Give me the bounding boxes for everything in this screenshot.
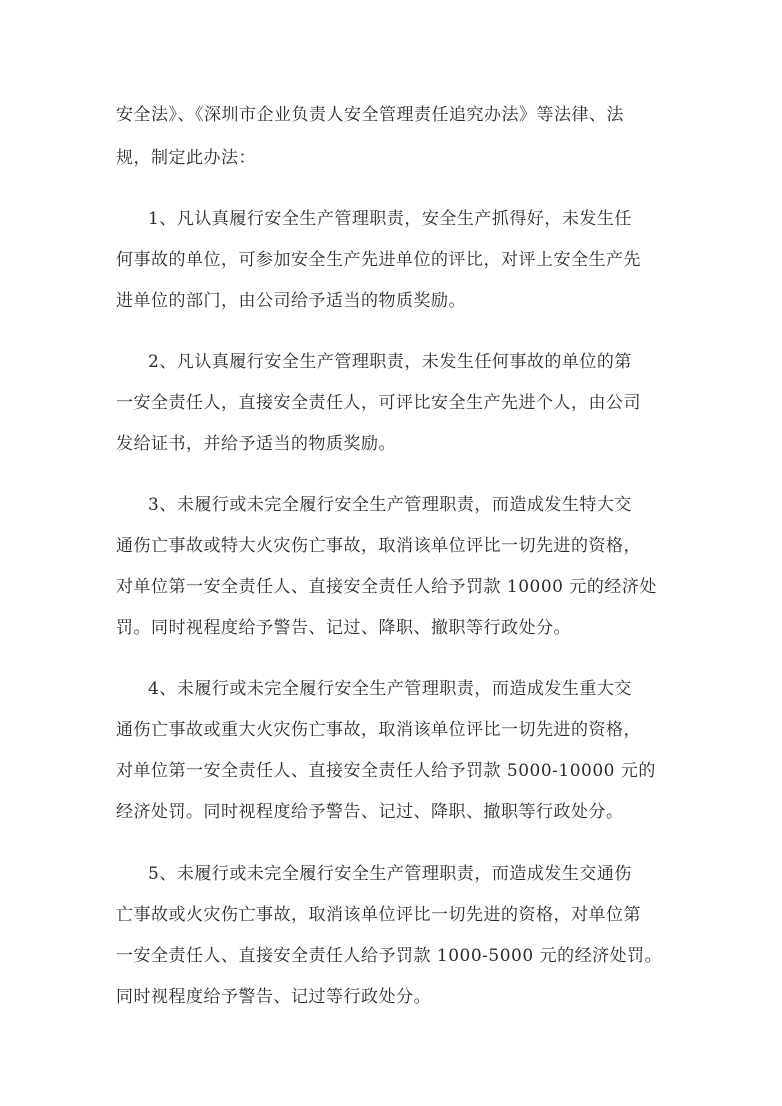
text-line: 5、未履行或未完全履行安全生产管理职责，而造成发生交通伤 [148,864,632,884]
text-line: 罚。同时视程度给予警告、记过、降职、撤职等行政处分。 [116,618,571,638]
text-line: 1、凡认真履行安全生产管理职责，安全生产抓得好，未发生任 [148,209,632,229]
text-line: 何事故的单位，可参加安全生产先进单位的评比，对评上安全生产先 [116,250,641,270]
text-line: 4、未履行或未完全履行安全生产管理职责，而造成发生重大交 [148,679,632,699]
text-line: 对单位第一安全责任人、直接安全责任人给予罚款 5000-10000 元的 [116,761,656,781]
text-line: 亡事故或火灾伤亡事故，取消该单位评比一切先进的资格，对单位第 [116,905,641,925]
text-line: 安全法》、《深圳市企业负责人安全管理责任追究办法》等法律、法 [116,105,624,125]
text-line: 对单位第一安全责任人、直接安全责任人给予罚款 10000 元的经济处 [116,577,657,597]
text-line: 2、凡认真履行安全生产管理职责，未发生任何事故的单位的第 [148,352,632,372]
text-line: 通伤亡事故或特大火灾伤亡事故，取消该单位评比一切先进的资格， [116,536,641,556]
text-line: 一安全责任人、直接安全责任人给予罚款 1000-5000 元的经济处罚。 [116,946,663,966]
text-line: 进单位的部门，由公司给予适当的物质奖励。 [116,291,466,311]
text-line: 3、未履行或未完全履行安全生产管理职责，而造成发生特大交 [148,495,632,515]
text-line: 经济处罚。同时视程度给予警告、记过、降职、撤职等行政处分。 [116,802,624,822]
text-line: 规，制定此办法： [116,148,256,168]
text-line: 一安全责任人，直接安全责任人，可评比安全生产先进个人，由公司 [116,393,641,413]
text-line: 发给证书，并给予适当的物质奖励。 [116,434,396,454]
text-line: 同时视程度给予警告、记过等行政处分。 [116,987,431,1007]
text-line: 通伤亡事故或重大火灾伤亡事故，取消该单位评比一切先进的资格， [116,720,641,740]
